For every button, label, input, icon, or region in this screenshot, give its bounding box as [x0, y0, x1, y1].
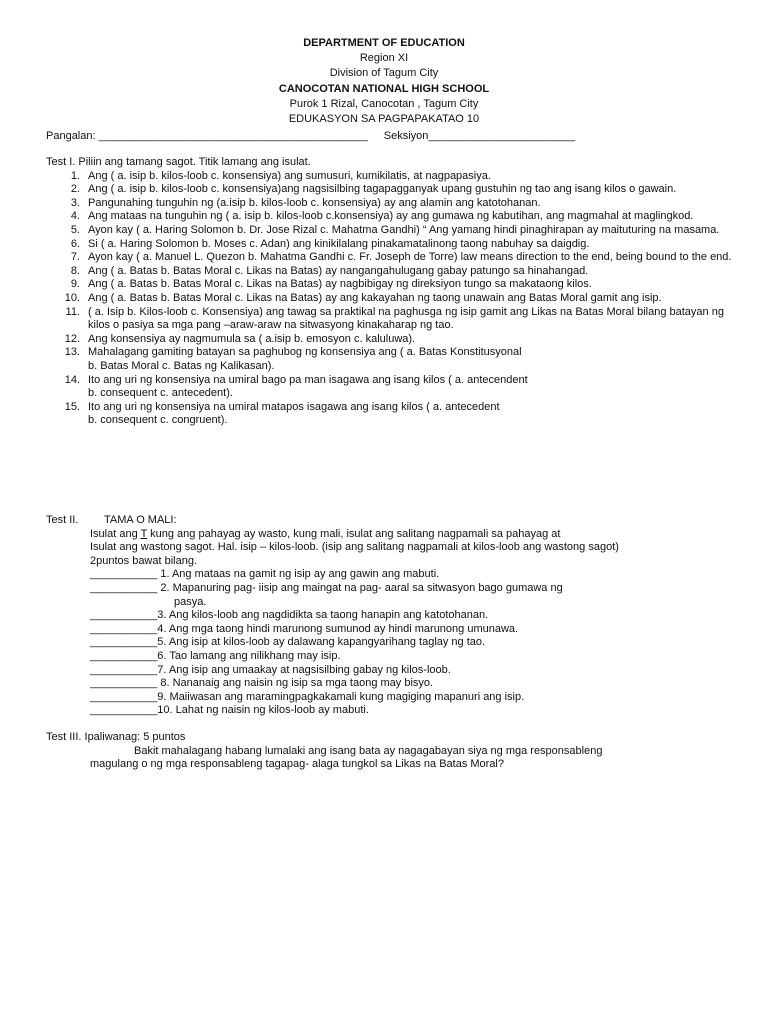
test-2-heading [46, 514, 736, 528]
true-false-item[interactable]: ___________4. Ang mga taong hindi marunong sumunod ay hindi marunong umunawa. [90, 622, 519, 635]
true-false-item[interactable]: ___________9. Maiiwasan ang maramingpagkakamali kung magiging mapanuri ang isip. [90, 690, 525, 703]
item-number: 15. [64, 400, 80, 413]
instruction-text: Isulat ang [90, 527, 141, 540]
true-false-item-continuation: pasya. [174, 595, 207, 608]
item-text: Ang ( a. isip b. kilos-loob c. konsensiya) ang sumusuri, kumikilatis, at nagpapasiya. [88, 169, 491, 182]
test-2-title: TAMA O MALI: [104, 514, 177, 526]
item-text: Ang konsensiya ay nagmumula sa ( a.isip b. emosyon c. kaluluwa). [88, 332, 416, 345]
item-number: 12. [64, 332, 80, 345]
essay-question [46, 745, 736, 772]
test-2-label: Test II. [46, 514, 79, 526]
item-text: Si ( a. Haring Solomon b. Moses c. Adan) ang kinikilalang pinakamatalinong taong nabuhay sa daigdig. [88, 237, 590, 250]
multiple-choice-item [46, 238, 736, 252]
instruction-text: kung ang pahayag ay wasto, kung mali, isulat ang salitang nagpamali sa pahayag at [147, 527, 561, 540]
name-section-row [46, 130, 726, 144]
item-number: 8. [70, 264, 80, 277]
test-1-section [46, 156, 736, 428]
school-name: CANOCOTAN NATIONAL HIGH SCHOOL [278, 82, 490, 95]
test-3-section [46, 731, 736, 772]
item-text: ( a. Isip b. Kilos-loob c. Konsensiya) ang tawag sa praktikal na paghusga ng isip gamit ang Likas na Batas Moral bilang batayan ng kilos o pasiya sa mga pang –araw-araw na sitwasyong kinakaharap ng tao. [88, 305, 724, 332]
essay-question-line-1: Bakit mahalagang habang lumalaki ang isang bata ay nagagabayan siya ng mga responsableng [134, 744, 603, 757]
multiple-choice-item [46, 292, 736, 306]
item-number: 14. [64, 373, 80, 386]
item-text: Ang ( a. Batas b. Batas Moral c. Likas na Batas) ay nangangahulugang gabay patungo sa hinahangad. [88, 264, 589, 277]
item-number: 1. [70, 169, 80, 182]
school-address: Purok 1 Rizal, Canocotan , Tagum City [289, 97, 479, 110]
instruction-line-1 [90, 528, 736, 542]
department-title: DEPARTMENT OF EDUCATION [303, 37, 465, 49]
item-text: Ayon kay ( a. Haring Solomon b. Dr. Jose Rizal c. Mahatma Gandhi) “ Ang yamang hindi pinaghirapan ay maituturing na masama. [88, 223, 720, 236]
item-text: Ito ang uri ng konsensiya na umiral matapos isagawa ang isang kilos ( a. antecedent [88, 400, 500, 413]
multiple-choice-item [46, 197, 736, 211]
item-number: 4. [70, 210, 80, 223]
multiple-choice-item [46, 251, 736, 265]
item-number: 3. [70, 196, 80, 209]
true-false-item[interactable]: ___________ 1. Ang mataas na gamit ng isip ay ang gawin ang mabuti. [90, 568, 440, 581]
multiple-choice-item [46, 183, 736, 197]
item-text: Mahalagang gamiting batayan sa paghubog ng konsensiya ang ( a. Batas Konstitusyonal [88, 346, 522, 359]
instruction-line-3: 2puntos bawat bilang. [90, 554, 198, 567]
test-3-title: Test III. Ipaliwanag: 5 puntos [46, 731, 186, 743]
item-text: Ang ( a. isip b. kilos-loob c. konsensiya)ang nagsisilbing tagapagganyak upang gustuhin ng tao ang isang kilos o gawain. [88, 183, 677, 196]
subject-title: EDUKASYON SA PAGPAPAKATAO 10 [288, 113, 480, 126]
item-text: b. consequent c. congruent). [88, 414, 228, 427]
item-number: 5. [70, 223, 80, 236]
instruction-letter-t: T [140, 527, 148, 540]
essay-question-line-2: magulang o ng mga responsableng tagapag- alaga tungkol sa Likas na Batas Moral? [90, 758, 504, 771]
division-line: Division of Tagum City [329, 67, 439, 80]
item-text: b. consequent c. antecedent). [88, 387, 233, 400]
item-number: 11. [65, 305, 80, 318]
true-false-item[interactable]: ___________ 2. Mapanuring pag- iisip ang maingat na pag- aaral sa sitwasyon bago gumawa ng [90, 581, 563, 594]
multiple-choice-item [46, 414, 736, 428]
item-number: 2. [70, 183, 80, 196]
multiple-choice-item [46, 170, 736, 184]
true-false-item[interactable]: ___________ 8. Nananaig ang naisin ng isip sa mga taong may bisyo. [90, 677, 434, 690]
test-2-items [46, 568, 736, 718]
section-field[interactable]: Seksiyon________________________ [383, 130, 576, 142]
item-text: b. Batas Moral c. Batas ng Kalikasan). [88, 359, 275, 372]
item-number: 13. [64, 346, 80, 359]
multiple-choice-item [46, 333, 736, 347]
multiple-choice-item [46, 374, 736, 388]
true-false-item[interactable]: ___________7. Ang isip ang umaakay at nagsisilbing gabay ng kilos-loob. [90, 663, 451, 676]
multiple-choice-item [46, 278, 736, 292]
item-number: 6. [70, 237, 80, 250]
region-line: Region XI [359, 52, 409, 65]
item-text: Ang ( a. Batas b. Batas Moral c. Likas na Batas) ay nagbibigay ng direksiyon tungo sa makataong kilos. [88, 278, 592, 291]
item-text: Ayon kay ( a. Manuel L. Quezon b. Mahatma Gandhi c. Fr. Joseph de Torre) law means direction to the end, being bound to the end. [88, 251, 732, 264]
item-number: 7. [70, 251, 80, 264]
multiple-choice-item [46, 360, 736, 374]
document-header [0, 36, 768, 127]
multiple-choice-item [46, 306, 736, 333]
multiple-choice-item [46, 265, 736, 279]
multiple-choice-item [46, 210, 736, 224]
multiple-choice-item [46, 387, 736, 401]
item-text: Ang mataas na tunguhin ng ( a. isip b. kilos-loob c.konsensiya) ay ang gumawa ng kabutihan, ang magmahal at maglingkod. [88, 210, 694, 223]
multiple-choice-item [46, 401, 736, 415]
multiple-choice-item [46, 224, 736, 238]
name-field[interactable]: Pangalan: ____________________________________________ [46, 130, 368, 142]
instruction-line-2: Isulat ang wastong sagot. Hal. isip – kilos-loob. (isip ang salitang nagpamali at kilos-loob ang wastong sagot) [90, 541, 619, 554]
true-false-item[interactable]: ___________3. Ang kilos-loob ang nagdidikta sa taong hanapin ang katotohanan. [90, 609, 489, 622]
test-2-section [46, 514, 736, 718]
item-number: 10. [64, 291, 80, 304]
test-1-items [46, 170, 736, 428]
test-2-instructions [46, 528, 736, 569]
item-text: Ang ( a. Batas b. Batas Moral c. Likas na Batas) ay ang kakayahan ng taong unawain ang Batas Moral gamit ang isip. [88, 291, 662, 304]
true-false-item[interactable]: ___________5. Ang isip at kilos-loob ay dalawang kapangyarihang taglay ng tao. [90, 636, 486, 649]
multiple-choice-item [46, 346, 736, 360]
item-text: Ito ang uri ng konsensiya na umiral bago pa man isagawa ang isang kilos ( a. antecendent [88, 373, 528, 386]
item-number: 9. [70, 278, 80, 291]
true-false-item[interactable]: ___________10. Lahat ng naisin ng kilos-loob ay mabuti. [90, 704, 369, 717]
item-text: Pangunahing tunguhin ng (a.isip b. kilos-loob c. konsensiya) ay ang alamin ang katotohanan. [88, 196, 541, 209]
true-false-item[interactable]: ___________6. Tao lamang ang nilikhang may isip. [90, 649, 341, 662]
test-1-title: Test I. Piliin ang tamang sagot. Titik lamang ang isulat. [46, 156, 311, 168]
